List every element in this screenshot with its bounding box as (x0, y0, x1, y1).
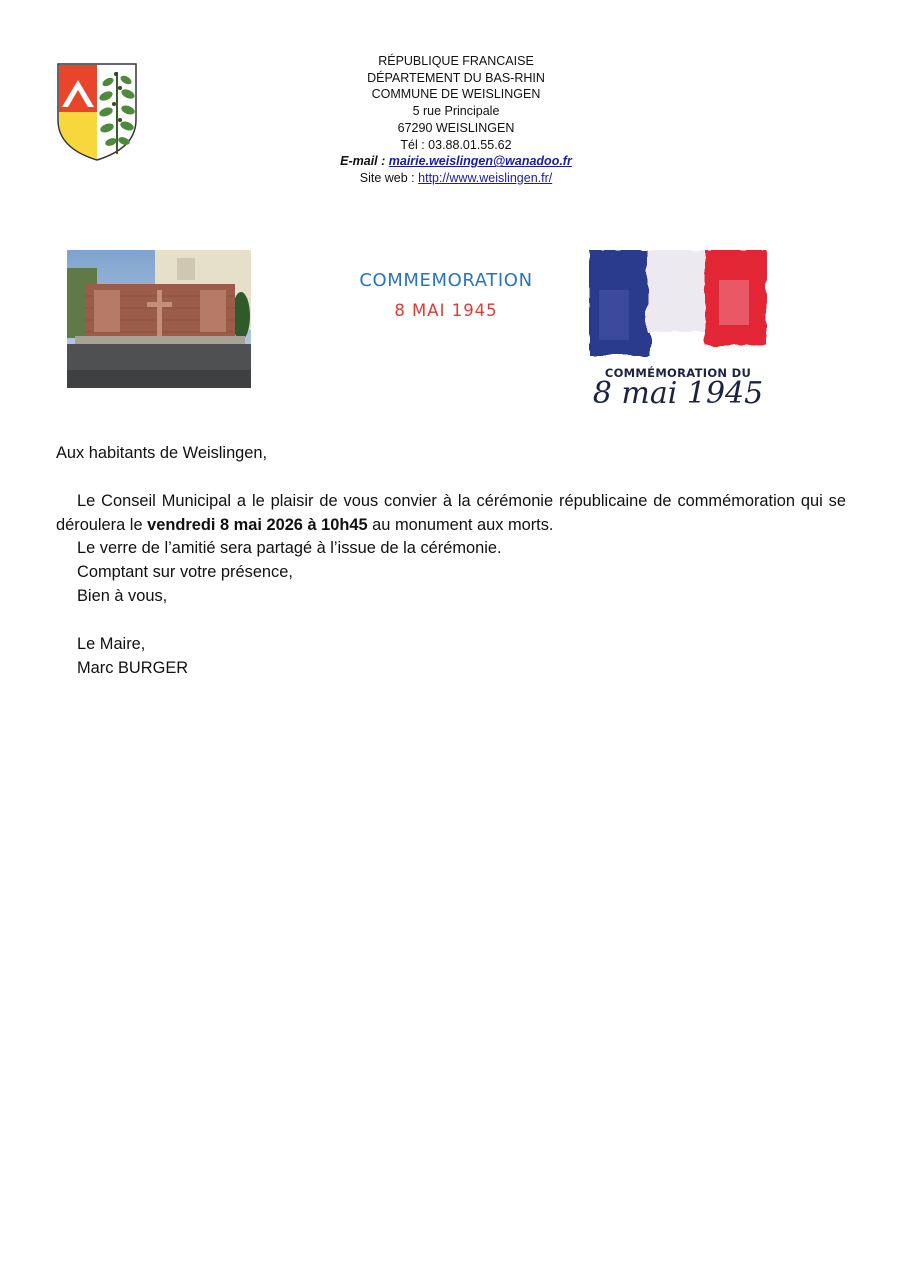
mairie-header (300, 53, 612, 187)
header-email-line (300, 153, 612, 170)
para1-start: Le Conseil Municipal a le plaisir de vous convier à la cérémonie républicaine de commémoration qui se déroulera le (56, 491, 846, 534)
header-web-line (300, 170, 612, 187)
email-link[interactable]: mairie.weislingen@wanadoo.fr (388, 154, 572, 169)
email-label: E-mail : (340, 154, 389, 169)
commemoration-title (330, 270, 562, 320)
signature-title: Le Maire, (77, 634, 146, 653)
closing-line: Bien à vous, (77, 586, 168, 605)
header-republic: RÉPUBLIQUE FRANCAISE (378, 54, 534, 68)
website-link[interactable]: http://www.weislingen.fr/ (418, 170, 553, 185)
header-phone: Tél : 03.88.01.55.62 (400, 137, 512, 152)
header-commune: COMMUNE DE WEISLINGEN (371, 87, 541, 102)
title-date: 8 MAI 1945 (394, 301, 498, 320)
signature-name: Marc BURGER (77, 658, 189, 677)
event-datetime: vendredi 8 mai 2026 à 10h45 (147, 515, 368, 534)
para1-end: au monument aux morts. (367, 515, 554, 534)
presence-line: Comptant sur votre présence, (77, 563, 293, 582)
flag-date-script: 8 mai 1945 (592, 376, 764, 411)
reception-line: Le verre de l’amitié sera partagé à l’issue de la cérémonie. (77, 539, 502, 558)
flag-caption: COMMÉMORATION DU (604, 366, 752, 380)
war-memorial-photo (67, 250, 251, 388)
header-city: 67290 WEISLINGEN (397, 120, 515, 135)
invitation-paragraph (56, 490, 846, 538)
header-address: 5 rue Principale (412, 104, 500, 119)
title-commemoration: COMMEMORATION (359, 270, 533, 291)
web-label: Site web : (359, 170, 419, 185)
letter-greeting: Aux habitants de Weislingen, (56, 444, 268, 462)
header-department: DÉPARTEMENT DU BAS-RHIN (367, 70, 545, 85)
letter-body (56, 442, 846, 680)
coat-of-arms-logo (56, 62, 138, 162)
